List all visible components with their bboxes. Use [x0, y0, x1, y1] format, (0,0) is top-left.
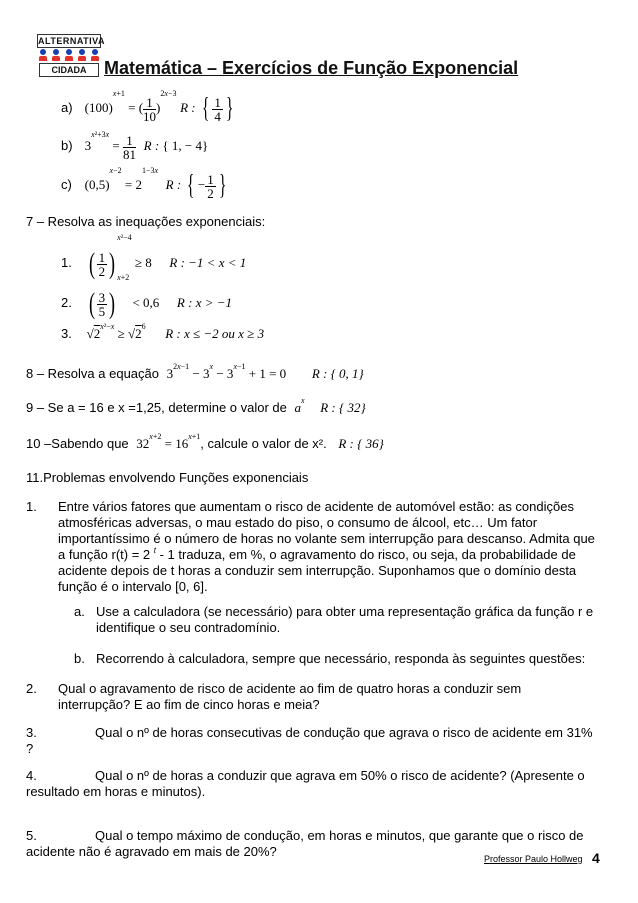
- exercise-a-equation: $(100)^{x+1}$ = ( $\frac{1}{10}$ )$^{2x-3}$: [84, 89, 177, 124]
- exercise-b-answer: R : { 1, − 4}: [143, 138, 209, 154]
- problem-3-text: Qual o nº de horas consecutivas de condução que agrava o risco de acidente em 31% ?: [26, 725, 593, 756]
- exercise-b-label: b): [61, 138, 73, 154]
- question-11-title: 11.Problemas envolvendo Funções exponenciais: [26, 470, 309, 485]
- exercise-a: [61, 89, 236, 125]
- exercise-c-equation: $(0,5)^{x-2} = 2^{1-3x}$: [84, 166, 159, 192]
- q7-item-3-label: 3.: [61, 326, 72, 341]
- question-10-text-after: , calcule o valor de x².: [200, 436, 327, 451]
- q7-item-1-equation: ( $\frac{1}{2}$ )$^{x^2-4}$ ≥ 8: [88, 233, 152, 280]
- question-8-answer: R : { 0, 1}: [311, 366, 364, 381]
- question-9: [26, 396, 366, 416]
- q7-item-2-answer: R : x > −1: [176, 294, 233, 310]
- question-9-text: 9 – Se a = 16 e x =1,25, determine o valor de: [26, 400, 287, 415]
- problem-5-num: 5.: [26, 828, 37, 843]
- question-10: [26, 432, 384, 452]
- subitem-a: [74, 604, 594, 636]
- subitem-a-label: a.: [74, 604, 85, 619]
- footer-author: Professor Paulo Hollweg: [484, 854, 583, 864]
- question-10-text-before: 10 –Sabendo que: [26, 436, 129, 451]
- page-title: Matemática – Exercícios de Função Exponencial: [104, 58, 519, 78]
- subitem-b: [74, 651, 594, 667]
- q7-item-3-equation: $√2^{x^2-x} \ge √2^6$: [86, 322, 146, 341]
- question-8-text: 8 – Resolva a equação: [26, 366, 159, 381]
- question-8-equation: $3^{2x-1} - 3^x - 3^{x-1} + 1 = 0$: [166, 362, 287, 381]
- question-9-answer: R : { 32}: [320, 400, 366, 415]
- problem-1-text-after: - 1 traduza, em %, o agravamento do risco, ou seja, da probabilidade de acidente depois de t horas a conduzir sem interrupção. Suponhamos que o domínio desta função é o intervalo [0, 6].: [58, 547, 577, 594]
- page-number: 4: [592, 850, 600, 866]
- exercise-c-label: c): [61, 176, 72, 192]
- problem-1-num: 1.: [26, 499, 37, 514]
- logo-top-text: ALTERNATIVA: [38, 36, 105, 46]
- question-10-equation: $32^{x+2} = 16^{x+1}$: [136, 432, 201, 451]
- problem-4-num: 4.: [26, 768, 37, 783]
- exercise-a-label: a): [61, 99, 73, 115]
- q7-item-1: [61, 233, 247, 281]
- exercise-b-equation: $3^{x^2+3x}$ = $\frac{1}{81}$: [84, 130, 137, 162]
- problem-3: [26, 725, 596, 757]
- q7-item-2-label: 2.: [61, 294, 72, 310]
- q7-item-2: [61, 273, 233, 321]
- logo: [31, 34, 105, 76]
- logo-figures: [37, 47, 101, 63]
- exercise-b: [61, 130, 209, 162]
- problem-1: [26, 499, 596, 595]
- problem-2-text: Qual o agravamento de risco de acidente ao fim de quatro horas a conduzir sem interrupção? E ao fim de cinco horas e meia?: [58, 681, 522, 712]
- subitem-b-label: b.: [74, 651, 85, 666]
- exercise-a-answer: R : { $\frac{1}{4}$ }: [180, 93, 234, 124]
- subitem-a-text: Use a calculadora (se necessário) para obter uma representação gráfica da função r e identifique o seu contradomínio.: [96, 604, 594, 635]
- q7-item-1-label: 1.: [61, 254, 72, 270]
- logo-bottom-text: CIDADA: [39, 63, 99, 77]
- problem-5-text: Qual o tempo máximo de condução, em horas e minutos, que garante que o risco de acidente não é agravado em mais de 20%?: [26, 828, 584, 859]
- exercise-c: [61, 166, 229, 202]
- question-8: [26, 362, 364, 382]
- question-10-answer: R : { 36}: [338, 436, 384, 451]
- problem-3-num: 3.: [26, 725, 37, 740]
- problem-1-text-before: Entre vários fatores que aumentam o risco de acidente de automóvel estão: as condições atmosféricas adversas, o mau estado do piso, o consumo de álcool, etc… Um fator importantíssimo é o número de horas no volante sem interrupção para descanso. Admita que a função r(t) = 2: [58, 499, 595, 562]
- problem-4: [26, 768, 596, 800]
- q7-item-1-answer: R : −1 < x < 1: [169, 254, 247, 270]
- exercise-c-answer: R : { − $\frac{1}{2}$ }: [165, 170, 227, 201]
- subitem-b-text: Recorrendo à calculadora, sempre que necessário, responda às seguintes questões:: [96, 651, 586, 666]
- problem-4-text: Qual o nº de horas a conduzir que agrava em 50% o risco de acidente? (Apresente o resultado em horas e minutos).: [26, 768, 585, 799]
- problem-2: [26, 681, 596, 713]
- problem-2-num: 2.: [26, 681, 37, 696]
- q7-item-3: [61, 322, 265, 342]
- question-7-title: 7 – Resolva as inequações exponenciais:: [26, 214, 266, 229]
- q7-item-2-equation: ( $\frac{3}{5}$ )$^{x+2}$ < 0,6: [88, 273, 160, 320]
- problem-1-exponent: t: [153, 546, 156, 555]
- q7-item-3-answer: R : x ≤ −2 ou x ≥ 3: [165, 326, 265, 341]
- question-9-expression: $a^x$: [294, 396, 305, 415]
